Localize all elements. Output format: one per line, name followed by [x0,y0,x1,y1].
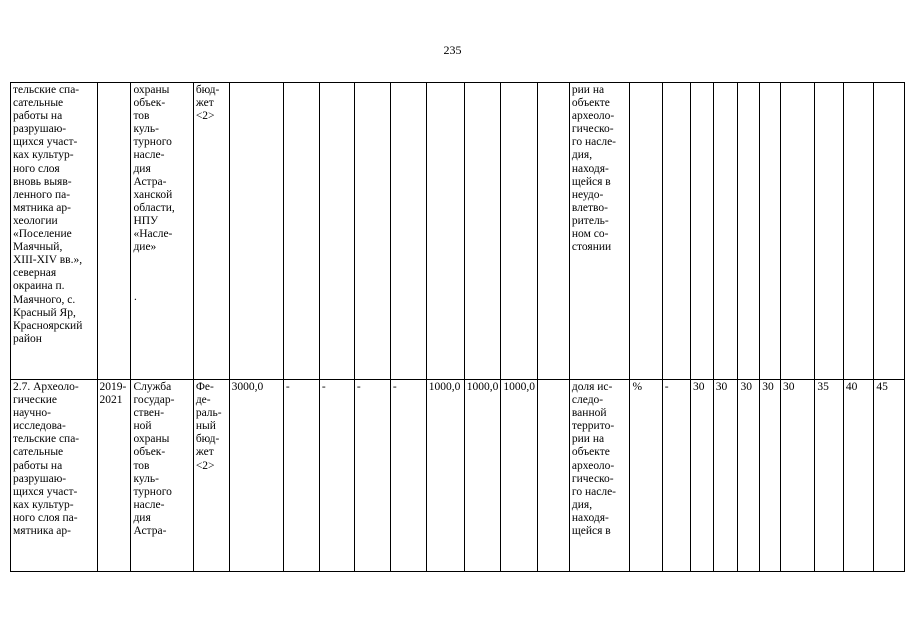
table-cell [229,380,283,572]
cell-text: 40 [845,381,858,393]
table-cell [843,83,873,380]
table-cell [97,83,131,380]
cell-text: 1000,0 [428,381,461,393]
table-cell [781,380,815,572]
cell-text: 45 [876,381,888,393]
table-cell [354,83,390,380]
table-cell [426,380,464,572]
table-cell [319,83,354,380]
cell-text: - [664,381,669,393]
table-cell [537,380,569,572]
table-cell [691,83,714,380]
table-cell [464,83,501,380]
table-cell [662,83,690,380]
cell-text: Служба государ- ствен- ной охраны объек- тов куль- турного насле- дия Астра- [133,381,175,538]
cell-text: 1000,0 [503,381,535,393]
table-cell [738,380,760,572]
table-cell [97,380,131,572]
table-cell [501,380,538,572]
table-cell [569,83,630,380]
table-cell [815,380,844,572]
cell-text: 30 [693,381,705,393]
table-cell [390,380,426,572]
table-cell [193,380,229,572]
program-table [10,82,905,572]
table-cell [464,380,501,572]
cell-text: - [321,381,326,393]
table-cell [815,83,844,380]
cell-text: % [632,381,643,393]
cell-text: 3000,0 [231,381,264,393]
cell-text: 30 [715,381,728,393]
table-cell [354,380,390,572]
table-cell [843,380,873,572]
table-row [11,380,905,572]
table-cell [11,380,98,572]
cell-text: 30 [762,381,774,393]
table-cell [229,83,283,380]
table-cell [426,83,464,380]
table-cell [630,380,662,572]
cell-text: - [285,381,290,393]
cell-text: охраны объек- тов куль- турного насле- дия Астра- ханской области, НПУ «Насле- дие» · [133,84,175,306]
cell-text: 1000,0 [466,381,499,393]
cell-text: - [392,381,397,393]
table-cell [131,83,193,380]
table-cell [691,380,714,572]
table-cell [319,380,354,572]
cell-text: 30 [783,381,795,393]
table-cell [760,83,781,380]
cell-text: доля ис- следо- ванной террито- рии на объекте археоло- гическо- го насле- дия, находя- щейся в [571,381,616,538]
table-cell [874,83,905,380]
table-cell [11,83,98,380]
table-cell [781,83,815,380]
table-cell [874,380,905,572]
table-row [11,83,905,380]
page-number: 235 [443,43,462,57]
cell-text: 30 [740,381,752,393]
table-cell [537,83,569,380]
cell-text: - [356,381,361,393]
table-cell [131,380,193,572]
table-cell [630,83,662,380]
table-cell [283,380,319,572]
table-cell [501,83,538,380]
table-cell [713,380,738,572]
cell-text: бюд- жет <2> [195,84,220,123]
table-cell [760,380,781,572]
cell-text: рии на объекте археоло- гическо- го насле- дия, находя- щейся в неудо- влетво- ритель- ном со- стоянии [571,84,616,254]
cell-text: 35 [817,381,829,393]
table-cell [283,83,319,380]
table-cell [662,380,690,572]
cell-text: тельские спа- сательные работы на разрушаю- щихся участ- ках культур- ного слоя вновь выяв- ленного па- мятника ар- хеологии «Поселение Маячный, XIII-XIV вв.», северная окраина п. Маячного, с. Красный Яр, Красноярский район [13,84,83,345]
cell-text: Фе- де- раль- ный бюд- жет <2> [195,381,222,472]
cell-text: 2.7. Археоло- гические научно- исследова- тельские спа- сательные работы на разрушаю- щихся участ- ках культур- ного слоя па- мятника ар- [13,381,80,538]
table-cell [390,83,426,380]
table-cell [713,83,738,380]
cell-text: 2019- 2021 [99,381,127,407]
table-cell [738,83,760,380]
table-cell [569,380,630,572]
table-cell [193,83,229,380]
